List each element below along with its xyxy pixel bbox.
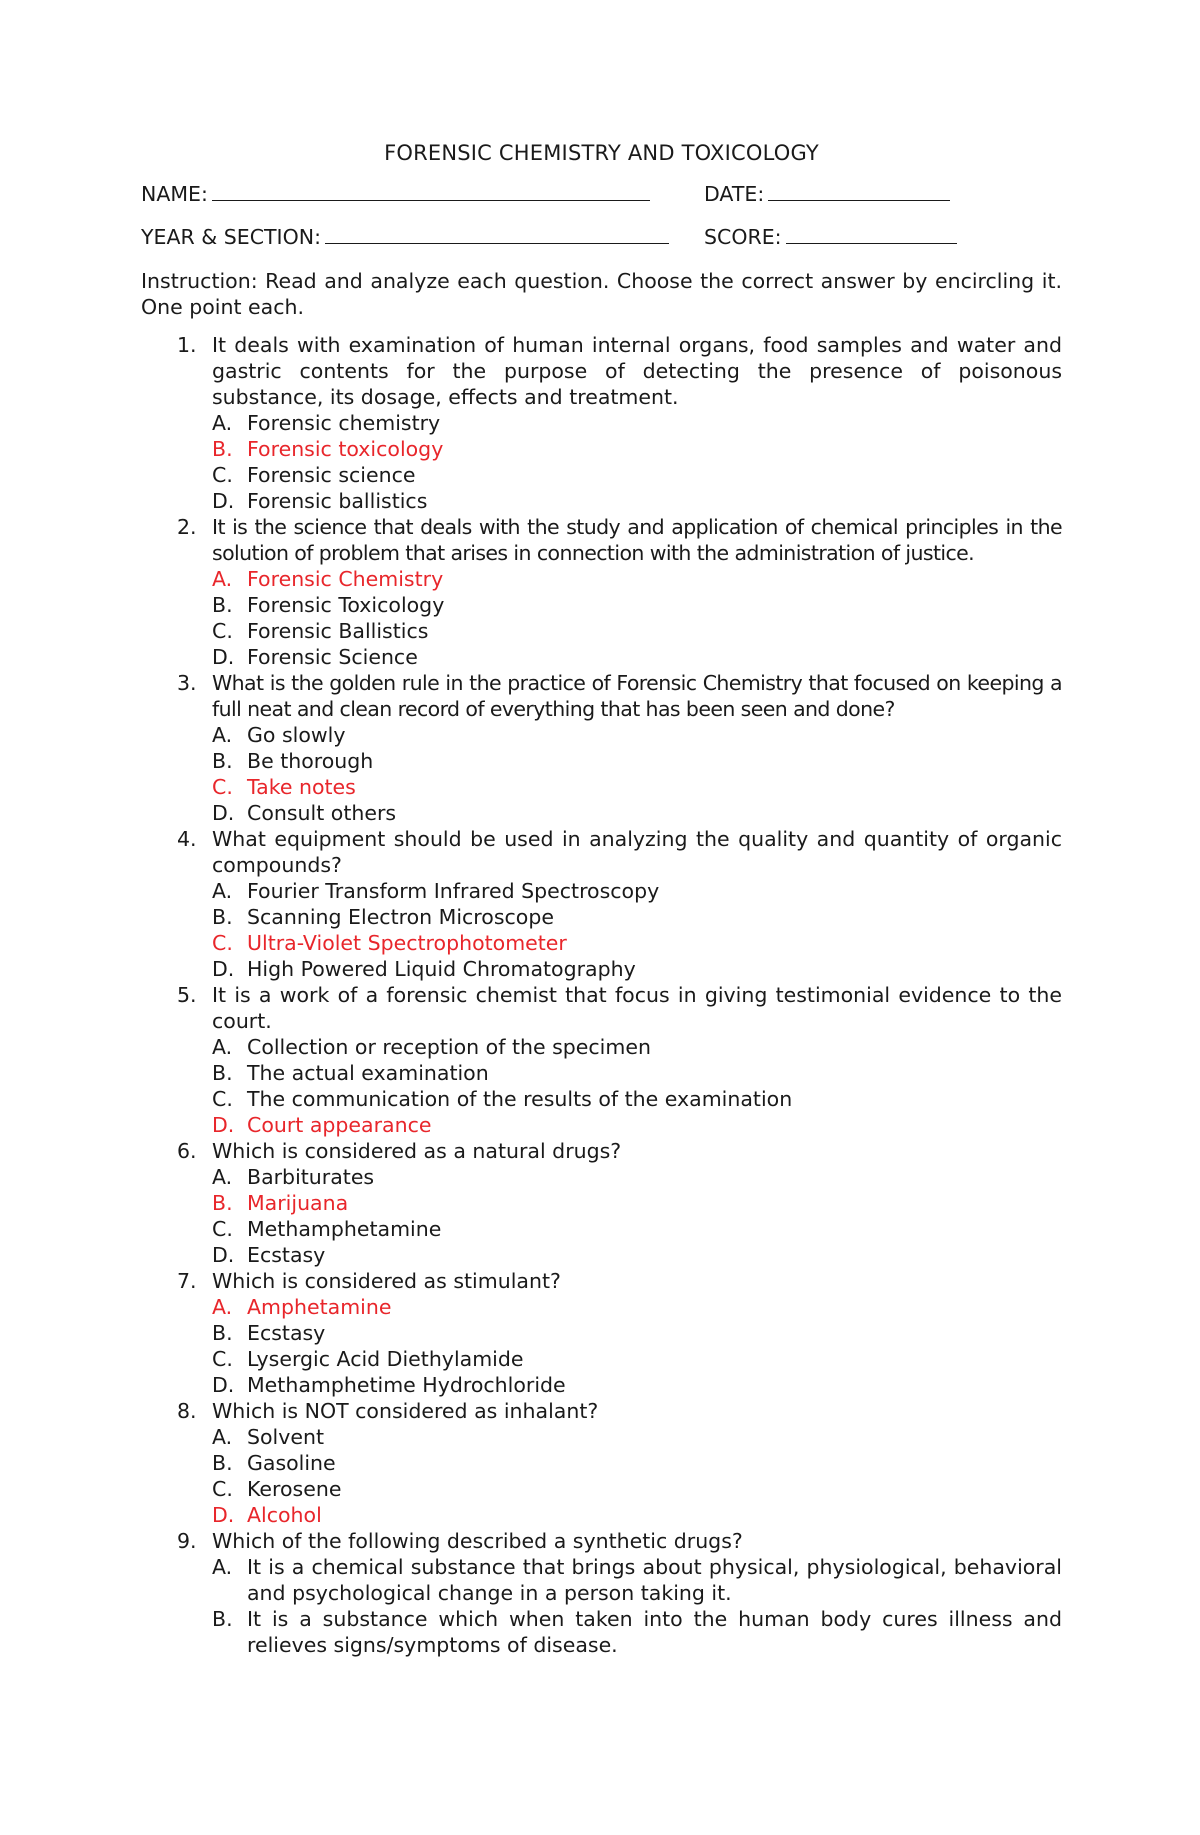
option-a[interactable]: [212, 1034, 1062, 1060]
option-text: Ecstasy: [247, 1243, 326, 1267]
option-letter: B.: [212, 593, 233, 617]
option-c[interactable]: [212, 1346, 1062, 1372]
option-a[interactable]: [212, 1424, 1062, 1450]
year-score-row: [141, 221, 1062, 264]
option-letter: C.: [212, 1477, 233, 1501]
option-b[interactable]: [212, 1606, 1062, 1658]
option-list: [212, 722, 1062, 826]
option-text: The communication of the results of the examination: [247, 1087, 793, 1111]
option-text: Forensic Toxicology: [247, 593, 445, 617]
question-8: [141, 1398, 1062, 1528]
question-number: 5.: [177, 983, 197, 1007]
option-letter: A.: [212, 1425, 233, 1449]
option-c[interactable]: [212, 1086, 1062, 1112]
question-number: 1.: [177, 333, 197, 357]
option-b[interactable]: [212, 1060, 1062, 1086]
option-list: [212, 1164, 1062, 1268]
option-text: Ecstasy: [247, 1321, 326, 1345]
option-letter: C.: [212, 775, 233, 799]
option-letter: C.: [212, 1087, 233, 1111]
option-letter: A.: [212, 723, 233, 747]
option-text: It is a substance which when taken into the human body cures illness and relieves signs/symptoms of disease.: [247, 1607, 1062, 1657]
instruction-text: Instruction: Read and analyze each question. Choose the correct answer by encircling it. One point each.: [141, 269, 1062, 319]
date-field[interactable]: [704, 178, 950, 207]
option-c[interactable]: [212, 618, 1062, 644]
option-letter: B.: [212, 1451, 233, 1475]
option-d[interactable]: [212, 956, 1062, 982]
option-d[interactable]: [212, 1242, 1062, 1268]
option-text: It is a chemical substance that brings about physical, physiological, behavioral and psychological change in a person taking it.: [247, 1555, 1062, 1605]
option-letter: A.: [212, 1555, 233, 1579]
option-text: Methamphetamine: [247, 1217, 442, 1241]
option-text: Lysergic Acid Diethylamide: [247, 1347, 524, 1371]
option-b[interactable]: [212, 592, 1062, 618]
option-letter: B.: [212, 1061, 233, 1085]
option-letter: B.: [212, 1607, 233, 1631]
question-number: 9.: [177, 1529, 197, 1553]
option-list: [212, 1554, 1062, 1658]
option-letter: B.: [212, 437, 233, 461]
option-list: [212, 1424, 1062, 1528]
name-date-row: [141, 178, 1062, 221]
option-b[interactable]: [212, 1450, 1062, 1476]
name-blank-line[interactable]: [212, 178, 650, 201]
question-text: Which is NOT considered as inhalant?: [212, 1399, 599, 1423]
option-list: [212, 878, 1062, 982]
option-list: [212, 566, 1062, 670]
option-text: Take notes: [247, 775, 356, 799]
option-text: Scanning Electron Microscope: [247, 905, 554, 929]
option-letter: A.: [212, 1165, 233, 1189]
option-d[interactable]: [212, 488, 1062, 514]
option-letter: C.: [212, 1217, 233, 1241]
option-b[interactable]: [212, 748, 1062, 774]
option-a-correct[interactable]: [212, 566, 1062, 592]
option-b-correct[interactable]: [212, 436, 1062, 462]
option-text: Forensic Ballistics: [247, 619, 429, 643]
question-6: [141, 1138, 1062, 1268]
name-label: NAME:: [141, 182, 208, 206]
question-number: 6.: [177, 1139, 197, 1163]
year-section-blank-line[interactable]: [325, 221, 669, 244]
option-letter: A.: [212, 411, 233, 435]
option-text: Ultra-Violet Spectrophotometer: [247, 931, 567, 955]
question-5: [141, 982, 1062, 1138]
option-text: Go slowly: [247, 723, 346, 747]
option-list: [212, 410, 1062, 514]
option-d[interactable]: [212, 800, 1062, 826]
option-a-correct[interactable]: [212, 1294, 1062, 1320]
question-1: [141, 332, 1062, 514]
name-field[interactable]: [141, 178, 650, 207]
question-text: What equipment should be used in analyzing the quality and quantity of organic compounds?: [212, 827, 1062, 877]
score-label: SCORE:: [704, 225, 782, 249]
option-letter: A.: [212, 879, 233, 903]
option-text: Forensic ballistics: [247, 489, 428, 513]
option-letter: C.: [212, 619, 233, 643]
option-text: The actual examination: [247, 1061, 489, 1085]
option-text: Forensic chemistry: [247, 411, 441, 435]
option-letter: D.: [212, 1373, 235, 1397]
option-letter: D.: [212, 957, 235, 981]
option-text: Fourier Transform Infrared Spectroscopy: [247, 879, 660, 903]
question-number: 8.: [177, 1399, 197, 1423]
option-a[interactable]: [212, 722, 1062, 748]
score-blank-line[interactable]: [786, 221, 957, 244]
option-c[interactable]: [212, 462, 1062, 488]
question-7: [141, 1268, 1062, 1398]
option-c[interactable]: [212, 1216, 1062, 1242]
question-4: [141, 826, 1062, 982]
option-text: Solvent: [247, 1425, 325, 1449]
option-c[interactable]: [212, 1476, 1062, 1502]
option-letter: A.: [212, 1295, 233, 1319]
question-2: [141, 514, 1062, 670]
option-letter: D.: [212, 1113, 235, 1137]
option-text: Methamphetime Hydrochloride: [247, 1373, 566, 1397]
option-letter: D.: [212, 489, 235, 513]
question-text: Which of the following described a synthetic drugs?: [212, 1529, 743, 1553]
document-content: [141, 140, 1062, 1658]
option-text: High Powered Liquid Chromatography: [247, 957, 636, 981]
question-number: 2.: [177, 515, 197, 539]
option-a[interactable]: [212, 1554, 1062, 1606]
question-number: 3.: [177, 671, 197, 695]
question-number: 4.: [177, 827, 197, 851]
date-label: DATE:: [704, 182, 765, 206]
option-text: Forensic toxicology: [247, 437, 444, 461]
option-d[interactable]: [212, 1372, 1062, 1398]
option-c-correct[interactable]: [212, 774, 1062, 800]
option-text: Collection or reception of the specimen: [247, 1035, 651, 1059]
option-b-correct[interactable]: [212, 1190, 1062, 1216]
option-d-correct[interactable]: [212, 1112, 1062, 1138]
year-section-field[interactable]: [141, 221, 669, 250]
option-list: [212, 1034, 1062, 1138]
question-3: [141, 670, 1062, 826]
option-letter: C.: [212, 931, 233, 955]
option-text: Marijuana: [247, 1191, 349, 1215]
option-c-correct[interactable]: [212, 930, 1062, 956]
question-text: It deals with examination of human internal organs, food samples and water and gastric contents for the purpose of detecting the presence of poisonous substance, its dosage, effects and treatment.: [212, 333, 1062, 409]
option-letter: D.: [212, 1243, 235, 1267]
option-text: Consult others: [247, 801, 397, 825]
option-letter: B.: [212, 749, 233, 773]
question-number: 7.: [177, 1269, 197, 1293]
option-letter: D.: [212, 801, 235, 825]
question-text: Which is considered as a natural drugs?: [212, 1139, 622, 1163]
option-letter: C.: [212, 463, 233, 487]
option-letter: A.: [212, 567, 233, 591]
question-list: [141, 332, 1062, 1658]
option-text: Gasoline: [247, 1451, 336, 1475]
option-letter: D.: [212, 645, 235, 669]
option-letter: D.: [212, 1503, 235, 1527]
option-d[interactable]: [212, 644, 1062, 670]
option-letter: A.: [212, 1035, 233, 1059]
question-9: [141, 1528, 1062, 1658]
score-field[interactable]: [704, 221, 957, 250]
question-text: It is a work of a forensic chemist that focus in giving testimonial evidence to the court.: [212, 983, 1062, 1033]
option-text: Forensic Science: [247, 645, 418, 669]
option-d-correct[interactable]: [212, 1502, 1062, 1528]
option-a[interactable]: [212, 410, 1062, 436]
question-text: It is the science that deals with the study and application of chemical principles in the solution of problem that arises in connection with the administration of justice.: [212, 515, 1062, 565]
document-title: FORENSIC CHEMISTRY AND TOXICOLOGY: [384, 141, 819, 165]
option-text: Forensic Chemistry: [247, 567, 444, 591]
option-text: Kerosene: [247, 1477, 342, 1501]
date-blank-line[interactable]: [768, 178, 950, 201]
year-section-label: YEAR & SECTION:: [141, 225, 321, 249]
question-text: What is the golden rule in the practice of Forensic Chemistry that focused on keeping a full neat and clean record of everything that has been seen and done?: [212, 671, 1062, 721]
option-b[interactable]: [212, 904, 1062, 930]
option-a[interactable]: [212, 1164, 1062, 1190]
option-list: [212, 1294, 1062, 1398]
option-letter: B.: [212, 1191, 233, 1215]
option-text: Forensic science: [247, 463, 416, 487]
option-text: Alcohol: [247, 1503, 322, 1527]
option-text: Barbiturates: [247, 1165, 375, 1189]
option-text: Amphetamine: [247, 1295, 392, 1319]
option-text: Court appearance: [247, 1113, 432, 1137]
option-text: Be thorough: [247, 749, 374, 773]
option-a[interactable]: [212, 878, 1062, 904]
option-b[interactable]: [212, 1320, 1062, 1346]
question-text: Which is considered as stimulant?: [212, 1269, 561, 1293]
option-letter: C.: [212, 1347, 233, 1371]
option-letter: B.: [212, 905, 233, 929]
option-letter: B.: [212, 1321, 233, 1345]
